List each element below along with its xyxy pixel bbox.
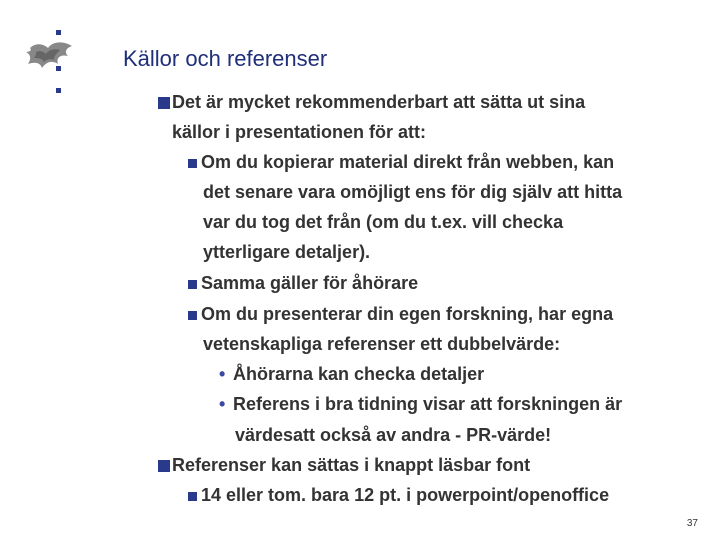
sub-bullet-item [201,304,613,325]
sub-bullet-item [201,273,418,294]
slide-title: Källor och referenser [123,46,328,71]
sub-sub-bullet-text: Referens i bra tidning visar att forskningen är [233,394,623,414]
sub-bullet-continuation: var du tog det från (om du t.ex. vill checka [203,212,564,232]
sub-bullet-continuation: det senare vara omöjligt ens för dig själv att hitta [203,182,623,202]
sub-bullet-text: Om du kopierar material direkt från webben, kan [201,152,615,172]
square-bullet-icon [158,97,170,109]
sub-bullet-item [201,152,614,173]
small-square-bullet-icon [188,492,197,501]
dot-bullet-icon: • [219,364,226,384]
sub-bullet-text: Om du presenterar din egen forskning, har egna [201,304,614,324]
square-bullet-icon [158,460,170,472]
sub-bullet-continuation: ytterligare detaljer). [203,242,371,262]
bullet-item [172,92,585,113]
dot-bullet-icon: • [219,394,226,414]
sub-bullet-continuation: vetenskapliga referenser ett dubbelvärde: [203,334,561,354]
sub-bullet-text: Samma gäller för åhörare [201,273,419,293]
sub-bullet-text: 14 eller tom. bara 12 pt. i powerpoint/openoffice [201,485,610,505]
page-number: 37 [686,518,698,529]
small-square-bullet-icon [188,311,197,320]
sub-sub-bullet-text: Åhörarna kan checka detaljer [233,364,485,384]
bullet-item [172,455,530,476]
bullet-continuation: källor i presentationen för att: [172,122,427,142]
sub-sub-bullet-item [219,364,485,385]
small-square-bullet-icon [188,280,197,289]
sub-sub-bullet-continuation: värdesatt också av andra - PR-värde! [235,425,552,445]
sub-bullet-item [201,485,609,506]
sub-sub-bullet-item [219,394,623,415]
small-square-bullet-icon [188,159,197,168]
bullet-text: Det är mycket rekommenderbart att sätta ut sina [172,92,586,112]
bullet-text: Referenser kan sättas i knappt läsbar font [172,455,531,475]
university-logo-icon [22,26,82,96]
